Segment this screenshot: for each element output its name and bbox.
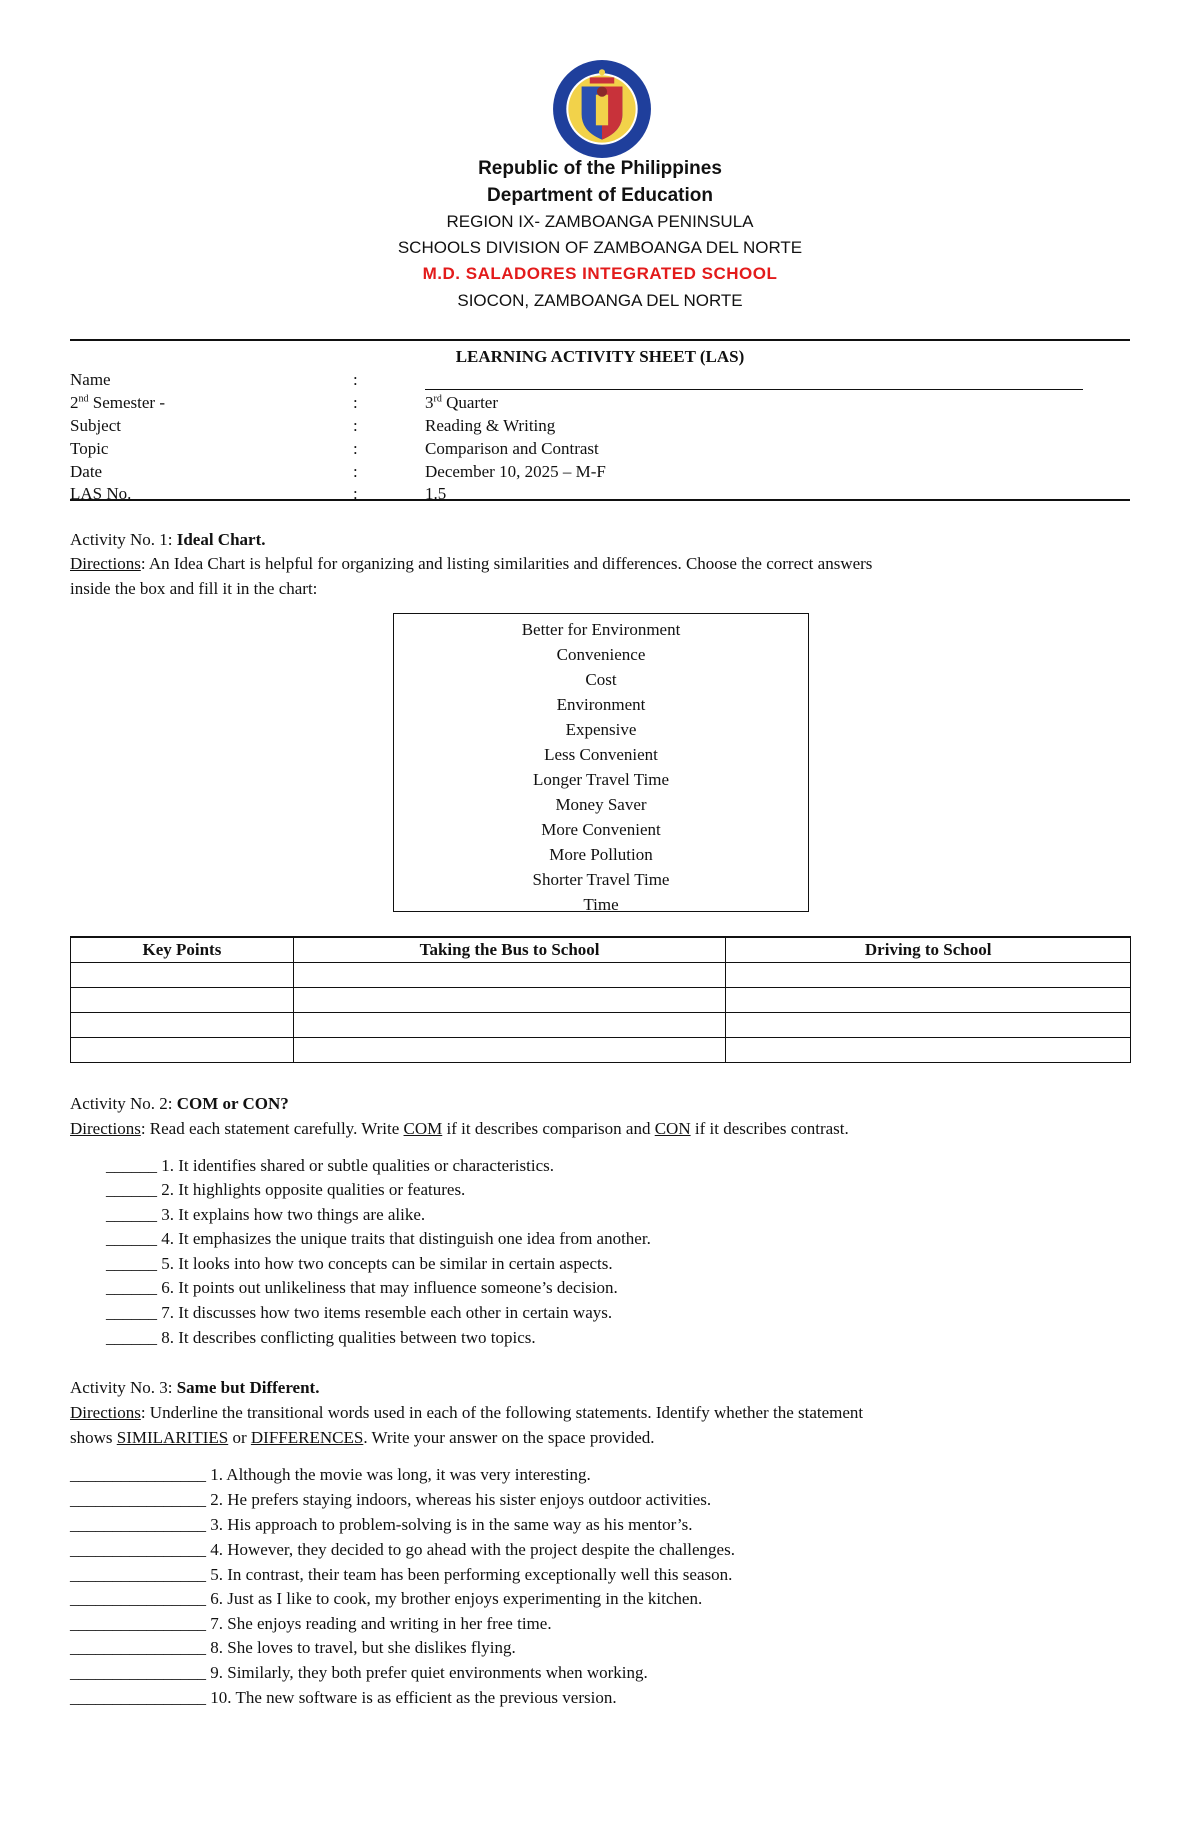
table-header-bus: Taking the Bus to School [293,937,726,963]
table-row [71,963,1131,988]
answer-blank[interactable]: ________________ [70,1614,206,1633]
list-item: ______ 2. It highlights opposite qualities or features. [106,1180,466,1199]
word-bank-item: More Pollution [549,845,653,864]
colon: : [353,416,358,435]
list-item: ______ 3. It explains how two things are alike. [106,1205,426,1224]
topic-value: Comparison and Contrast [425,439,599,458]
list-item: ________________ 3. His approach to problem-solving is in the same way as his mentor’s. [70,1515,693,1534]
sheet-title: LEARNING ACTIVITY SHEET (LAS) [455,347,745,366]
word-bank-item: Longer Travel Time [532,770,670,789]
answer-blank[interactable]: ________________ [70,1638,206,1657]
list-item: ______ 7. It discusses how two items resemble each other in certain ways. [106,1303,613,1322]
las-label: LAS No. [70,484,132,500]
word-bank-box [393,613,809,912]
table-row [71,1038,1131,1063]
answer-blank[interactable]: ______ [106,1328,157,1347]
list-item: ________________ 6. Just as I like to cook, my brother enjoys experimenting in the kitchen. [70,1589,703,1608]
table-row [71,1013,1131,1038]
answer-blank[interactable]: ________________ [70,1490,206,1509]
activity1-directions-cont: inside the box and fill it in the chart: [70,579,318,598]
table-cell[interactable] [726,988,1131,1013]
answer-blank[interactable]: ________________ [70,1540,206,1559]
table-cell[interactable] [293,1013,726,1038]
table-cell[interactable] [726,963,1131,988]
table-row [71,988,1131,1013]
list-item: ______ 4. It emphasizes the unique traits that distinguish one idea from another. [106,1229,651,1248]
answer-blank[interactable]: ________________ [70,1688,206,1707]
word-bank-item: Time [583,895,619,914]
info-row-semester [70,393,1130,416]
header-region: REGION IX- ZAMBOANGA PENINSULA [446,212,754,231]
colon: : [353,462,358,481]
word-bank-item: Shorter Travel Time [532,870,670,889]
date-value: December 10, 2025 – M-F [425,462,606,481]
word-bank-item: More Convenient [541,820,661,839]
word-bank-item: Convenience [556,645,646,664]
info-row-date [70,462,1130,485]
name-input-line[interactable] [425,389,1083,390]
answer-blank[interactable]: ______ [106,1303,157,1322]
colon: : [353,439,358,458]
list-item: ________________ 2. He prefers staying indoors, whereas his sister enjoys outdoor activities. [70,1490,712,1509]
activity1-heading: Activity No. 1: Ideal Chart. [70,530,266,549]
header-department: Department of Education [487,185,713,206]
table-cell[interactable] [71,988,294,1013]
quarter-value: 3rd Quarter [425,393,499,412]
las-value: 1.5 [425,484,447,500]
activity3-directions-cont: shows SIMILARITIES or DIFFERENCES. Write your answer on the space provided. [70,1428,655,1447]
deped-seal-icon [551,58,653,160]
list-item: ________________ 8. She loves to travel, but she dislikes flying. [70,1638,516,1657]
answer-blank[interactable]: ________________ [70,1663,206,1682]
list-item: ______ 5. It looks into how two concepts can be similar in certain aspects. [106,1254,613,1273]
table-cell[interactable] [293,988,726,1013]
table-cell[interactable] [71,963,294,988]
subject-value: Reading & Writing [425,416,556,435]
subject-label: Subject [70,416,121,435]
answer-blank[interactable]: ______ [106,1254,157,1273]
colon: : [353,393,358,412]
answer-blank[interactable]: ______ [106,1205,157,1224]
table-cell[interactable] [71,1013,294,1038]
table-cell[interactable] [293,1038,726,1063]
word-bank-item: Expensive [565,720,637,739]
topic-label: Topic [70,439,109,458]
list-item: ________________ 5. In contrast, their team has been performing exceptionally well this season. [70,1565,733,1584]
header-country: Republic of the Philippines [478,158,722,179]
info-divider [70,499,1130,501]
colon: : [353,370,358,389]
answer-blank[interactable]: ________________ [70,1515,206,1534]
header-location: SIOCON, ZAMBOANGA DEL NORTE [457,291,743,310]
word-bank-item: Less Convenient [544,745,658,764]
answer-blank[interactable]: ________________ [70,1565,206,1584]
list-item: ________________ 4. However, they decided to go ahead with the project despite the challenges. [70,1540,735,1559]
table-header-key-points: Key Points [71,937,294,963]
activity2-heading: Activity No. 2: COM or CON? [70,1094,289,1113]
list-item: ________________ 1. Although the movie was long, it was very interesting. [70,1465,591,1484]
answer-blank[interactable]: ______ [106,1278,157,1297]
list-item: ________________ 7. She enjoys reading and writing in her free time. [70,1614,552,1633]
list-item: ________________ 9. Similarly, they both prefer quiet environments when working. [70,1663,648,1682]
list-item: ______ 8. It describes conflicting qualities between two topics. [106,1328,536,1347]
list-item: ________________ 10. The new software is as efficient as the previous version. [70,1688,617,1707]
answer-blank[interactable]: ______ [106,1229,157,1248]
activity3-directions: Directions: Underline the transitional words used in each of the following statements. Identify whether the statement [70,1403,864,1422]
colon: : [353,484,358,500]
answer-blank[interactable]: ______ [106,1156,157,1175]
word-bank-item: Money Saver [555,795,647,814]
table-cell[interactable] [293,963,726,988]
list-item: ______ 1. It identifies shared or subtle qualities or characteristics. [106,1156,555,1175]
date-label: Date [70,462,103,481]
answer-blank[interactable]: ________________ [70,1589,206,1608]
activity1-directions: Directions: An Idea Chart is helpful for organizing and listing similarities and differences. Choose the correct answers [70,554,873,573]
header-divider [70,339,1130,341]
idea-chart-table [70,936,1131,1063]
table-cell[interactable] [71,1038,294,1063]
info-row-subject [70,416,1130,439]
word-bank-item: Environment [556,695,646,714]
answer-blank[interactable]: ________________ [70,1465,206,1484]
table-cell[interactable] [726,1038,1131,1063]
table-header-driving: Driving to School [726,937,1131,963]
activity3-heading: Activity No. 3: Same but Different. [70,1378,320,1397]
word-bank-item: Better for Environment [521,620,681,639]
info-row-topic [70,439,1130,462]
answer-blank[interactable]: ______ [106,1180,157,1199]
info-row-las [70,484,1130,500]
word-bank-item: Cost [585,670,617,689]
name-label: Name [70,370,111,389]
header-school: M.D. SALADORES INTEGRATED SCHOOL [422,264,778,283]
activity2-directions: Directions: Read each statement carefully. Write COM if it describes comparison and CON if it describes contrast. [70,1119,849,1138]
semester-label: 2nd Semester - [70,393,165,412]
header-division: SCHOOLS DIVISION OF ZAMBOANGA DEL NORTE [397,238,803,257]
list-item: ______ 6. It points out unlikeliness that may influence someone’s decision. [106,1278,618,1297]
table-cell[interactable] [726,1013,1131,1038]
